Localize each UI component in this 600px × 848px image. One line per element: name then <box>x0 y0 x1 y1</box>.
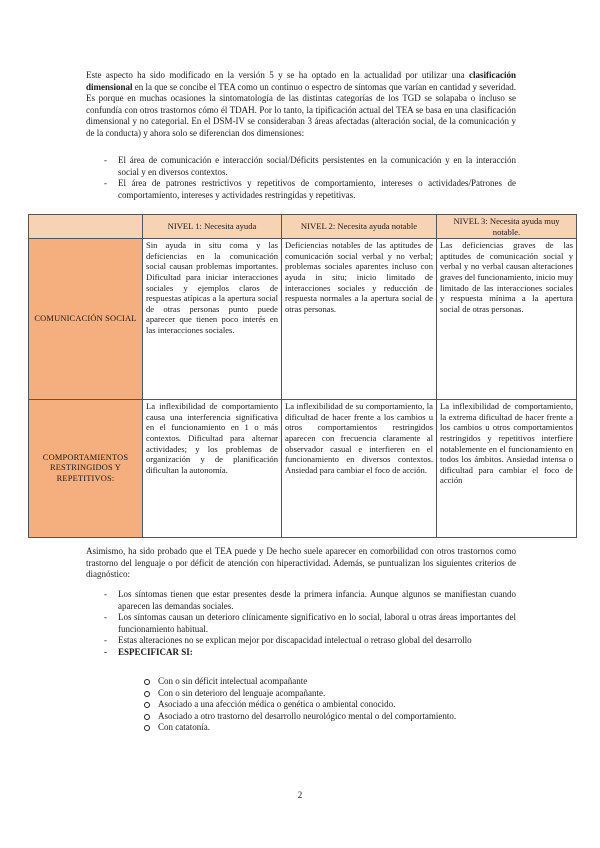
intro-text-end: en la que se concibe el TEA como un continuo o espectro de síntomas que varían en cantidad y severidad. Es porque en muchas ocasiones la sintomatología de las distintas categorías de los TGD se solapaba o incluso se confundía con otros trastornos cómo él TDAH. Por lo tanto, la tipificación actual del TEA se basa en una clasificación dimensional y no categorial. En el DSM-IV se consideraban 3 áreas afectadas (alteración social, de la comunicación y de la conducta) y ahora solo se diferencian dos dimensiones: <box>86 81 516 138</box>
specify-heading: - ESPECIFICAR SI: <box>104 647 516 659</box>
dimensions-list <box>104 155 516 201</box>
table-header-level-1: NIVEL 1: Necesita ayuda <box>143 215 282 239</box>
list-item: - Estas alteraciones no se explican mejor por discapacidad intelectual o retraso global del desarrollo <box>104 635 516 647</box>
dimension-label-communication: COMUNICACIÓN SOCIAL <box>29 239 143 400</box>
list-item: - Los síntomas tienen que estar presentes desde la primera infancia. Aunque algunos se manifiestan cuando aparecen las demandas sociales. <box>104 589 516 612</box>
severity-levels-table <box>28 214 577 538</box>
list-item: Asociado a otro trastorno del desarrollo neurológico mental o del comportamiento. <box>144 711 504 723</box>
table-cell: La inflexibilidad de su comportamiento, la dificultad de hacer frente a los cambios u otros comportamientos restringidos aparecen con frecuencia claramente al observador casual e interfieren en el funcionamiento en diversos contextos. Ansiedad para cambiar el foco de acción. <box>282 400 437 538</box>
table-cell: Deficiencias notables de las aptitudes de comunicación social verbal y no verbal; problemas sociales aparentes incluso con ayuda in situ; inicio limitado de interacciones sociales y reducción de respuesta normales a la apertura social de otras personas. <box>282 239 437 400</box>
intro-bold-term: clasificación dimensional <box>86 70 516 92</box>
list-item: - El área de comunicación e interacción social/Déficits persistentes en la comunicación y en la interacción social y en diversos contextos. <box>104 155 516 178</box>
table-row <box>29 239 577 400</box>
table-header-row <box>29 215 577 239</box>
criteria-list <box>104 589 516 659</box>
dimension-label-behaviour: COMPORTAMIENTOS RESTRINGIDOS Y REPETITIVOS: <box>29 400 143 538</box>
list-item: Asociado a una afección médica o genética o ambiental conocido. <box>144 699 504 711</box>
table-cell: La inflexibilidad de comportamiento causa una interferencia significativa en el funcionamiento en 1 o más contextos. Dificultad para alternar actividades; y los problemas de organización y de planificación dificultan la autonomía. <box>143 400 282 538</box>
table-cell: La inflexibilidad de comportamiento, la extrema dificultad de hacer frente a los cambios u otros comportamientos restringidos y repetitivos interfiere notablemente en el funcionamiento en todos los ámbitos. Ansiedad intensa o dificultad para cambiar el foco de acción <box>437 400 577 538</box>
comorbidity-paragraph: Asimismo, ha sido probado que el TEA puede y De hecho suele aparecer en comorbilidad con otros trastornos como trastorno del lenguaje o por déficit de atención con hiperactividad. Además, se puntualizan los siguientes criterios de diagnóstico: <box>86 546 516 580</box>
table-header-level-2: NIVEL 2: Necesita ayuda notable <box>282 215 437 239</box>
intro-text-start: Este aspecto ha sido modificado en la versión 5 y se ha optado en la actualidad por utilizar una <box>86 70 469 80</box>
list-item: Con catatonía. <box>144 722 504 734</box>
list-item: - Los síntomas causan un deterioro clínicamente significativo en lo social, laboral u otras áreas importantes del funcionamiento habitual. <box>104 612 516 635</box>
table-cell: Sin ayuda in situ coma y las deficiencias en la comunicación social causan problemas importantes. Dificultad para iniciar interacciones sociales y ejemplos claros de respuestas atípicas a la apertura social de otras personas punto puede aparecer que tienen poco interés en las interacciones sociales. <box>143 239 282 400</box>
list-item: Con o sin déficit intelectual acompañante <box>144 676 504 688</box>
list-item: - El área de patrones restrictivos y repetitivos de comportamiento, intereses o actividades/Patrones de comportamiento, intereses y actividades restringidas y repetitivas. <box>104 178 516 201</box>
table-row <box>29 400 577 538</box>
page-number: 2 <box>297 790 303 800</box>
list-item: Con o sin deterioro del lenguaje acompañante. <box>144 688 504 700</box>
table-header-level-3: NIVEL 3: Necesita ayuda muy notable. <box>437 215 577 239</box>
table-cell: Las deficiencias graves de las aptitudes de comunicación social y verbal y no verbal causan alteraciones graves del funcionamiento, inicio muy limitado de las interacciones sociales y respuesta mínima a la apertura social de otras personas. <box>437 239 577 400</box>
table-header-corner <box>29 215 143 239</box>
specifiers-list <box>144 676 504 734</box>
intro-paragraph <box>86 70 516 140</box>
